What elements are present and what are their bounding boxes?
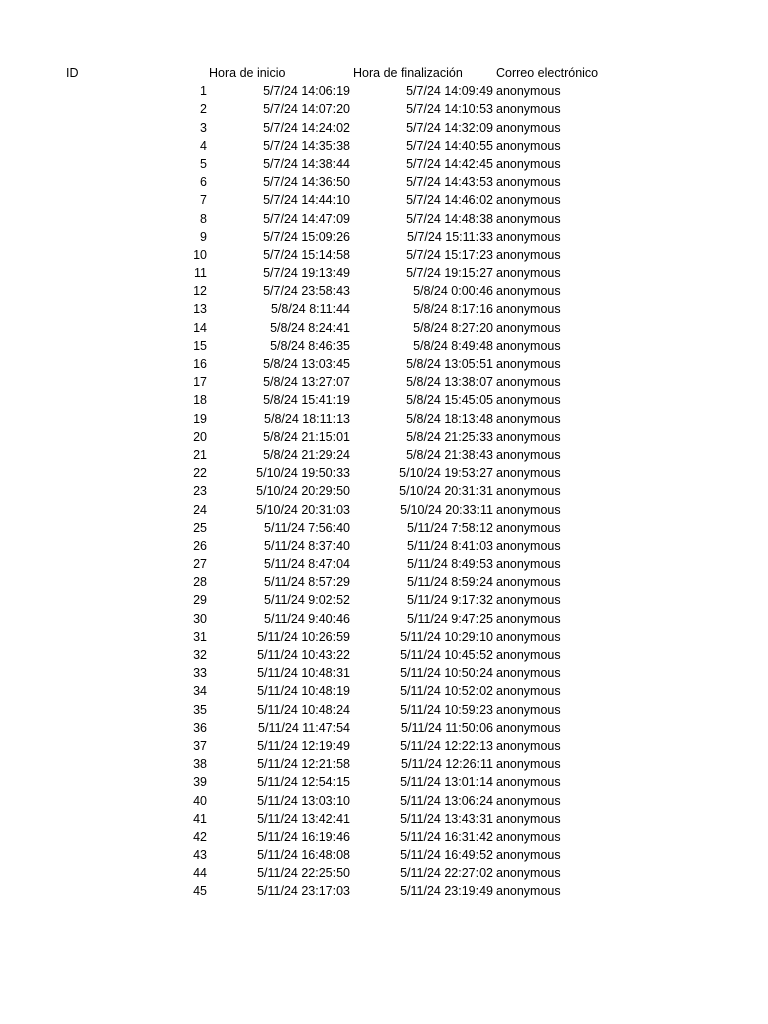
cell-end-time[interactable]: 5/11/24 22:27:02	[400, 866, 493, 881]
cell-email[interactable]: anonymous	[496, 848, 561, 863]
cell-email[interactable]: anonymous	[496, 447, 561, 462]
table-row	[0, 792, 768, 810]
spreadsheet-table	[0, 64, 768, 901]
table-row	[0, 446, 768, 464]
cell-email[interactable]: anonymous	[496, 557, 561, 572]
table-row	[0, 173, 768, 191]
table-row	[0, 319, 768, 337]
cell-end-time[interactable]: 5/10/24 20:31:31	[399, 484, 493, 499]
cell-email[interactable]: anonymous	[496, 520, 561, 535]
cell-end-time[interactable]: 5/11/24 8:59:24	[407, 575, 493, 590]
table-row	[0, 264, 768, 282]
cell-id[interactable]: 18	[193, 393, 207, 408]
cell-id[interactable]: 27	[193, 557, 207, 572]
cell-id[interactable]: 31	[193, 629, 207, 644]
cell-email[interactable]: anonymous	[496, 320, 561, 335]
cell-start-time[interactable]: 5/8/24 13:27:07	[263, 375, 350, 390]
cell-end-time[interactable]: 5/8/24 0:00:46	[413, 284, 493, 299]
cell-end-time[interactable]: 5/8/24 13:38:07	[406, 375, 493, 390]
cell-id[interactable]: 33	[193, 666, 207, 681]
cell-end-time[interactable]: 5/7/24 14:46:02	[406, 193, 493, 208]
cell-id[interactable]: 38	[193, 757, 207, 772]
table-row	[0, 210, 768, 228]
cell-end-time[interactable]: 5/11/24 16:49:52	[400, 848, 493, 863]
cell-start-time[interactable]: 5/7/24 14:38:44	[263, 156, 350, 171]
cell-start-time[interactable]: 5/11/24 10:48:24	[257, 702, 350, 717]
table-row	[0, 755, 768, 773]
cell-email[interactable]: anonymous	[496, 229, 561, 244]
cell-email[interactable]: anonymous	[496, 302, 561, 317]
table-body	[0, 82, 768, 900]
cell-email[interactable]: anonymous	[496, 648, 561, 662]
cell-email[interactable]: anonymous	[496, 247, 561, 262]
cell-id[interactable]: 19	[193, 411, 207, 426]
table-row	[0, 573, 768, 591]
table-row	[0, 464, 768, 482]
table-row	[0, 501, 768, 519]
table-row	[0, 282, 768, 300]
cell-email[interactable]: anonymous	[496, 120, 561, 135]
cell-start-time[interactable]: 5/8/24 18:11:13	[264, 411, 350, 426]
table-row	[0, 373, 768, 391]
cell-start-time[interactable]: 5/7/24 14:07:20	[263, 102, 350, 117]
cell-email[interactable]: anonymous	[496, 611, 561, 626]
table-row	[0, 555, 768, 573]
cell-start-time[interactable]: 5/11/24 16:19:46	[257, 829, 350, 844]
cell-start-time[interactable]: 5/7/24 19:13:49	[263, 266, 350, 281]
cell-end-time[interactable]: 5/8/24 15:45:05	[406, 393, 493, 408]
cell-start-time[interactable]: 5/11/24 16:48:08	[257, 848, 350, 863]
cell-id[interactable]: 39	[193, 775, 207, 790]
cell-end-time[interactable]: 5/11/24 13:43:31	[400, 811, 493, 826]
cell-id[interactable]: 24	[193, 502, 207, 517]
cell-id[interactable]: 13	[193, 302, 207, 317]
table-row	[0, 228, 768, 246]
cell-start-time[interactable]: 5/11/24 10:26:59	[257, 629, 350, 644]
cell-end-time[interactable]: 5/11/24 8:49:53	[407, 557, 493, 572]
table-row	[0, 773, 768, 791]
cell-end-time[interactable]: 5/7/24 15:11:33	[407, 229, 493, 244]
table-row	[0, 646, 768, 664]
cell-id[interactable]: 10	[193, 247, 207, 262]
cell-id[interactable]: 28	[193, 575, 207, 590]
cell-start-time[interactable]: 5/7/24 14:24:02	[263, 120, 350, 135]
cell-email[interactable]: anonymous	[496, 484, 561, 499]
table-row	[0, 337, 768, 355]
cell-id[interactable]: 4	[200, 138, 207, 153]
table-row	[0, 701, 768, 719]
cell-id[interactable]: 3	[200, 120, 207, 135]
table-row	[0, 682, 768, 700]
cell-start-time[interactable]: 5/11/24 22:25:50	[257, 866, 350, 881]
cell-start-time[interactable]: 5/11/24 9:02:52	[264, 593, 350, 608]
cell-start-time[interactable]: 5/11/24 12:54:15	[257, 775, 350, 790]
table-row	[0, 100, 768, 118]
cell-end-time[interactable]: 5/8/24 8:27:20	[413, 320, 493, 335]
table-row	[0, 610, 768, 628]
cell-email[interactable]: anonymous	[496, 811, 561, 826]
cell-start-time[interactable]: 5/8/24 21:29:24	[263, 447, 350, 462]
cell-start-time[interactable]: 5/8/24 8:24:41	[270, 320, 350, 335]
cell-end-time[interactable]: 5/11/24 12:22:13	[400, 738, 493, 753]
cell-email[interactable]: anonymous	[496, 193, 561, 208]
cell-id[interactable]: 22	[193, 466, 207, 481]
table-row	[0, 882, 768, 900]
cell-id[interactable]: 11	[194, 266, 207, 281]
cell-id[interactable]: 20	[193, 429, 207, 444]
cell-end-time[interactable]: 5/7/24 14:43:53	[406, 175, 493, 190]
table-row	[0, 537, 768, 555]
cell-email[interactable]: anonymous	[496, 538, 561, 553]
table-row	[0, 591, 768, 609]
cell-end-time[interactable]: 5/11/24 23:19:49	[400, 884, 493, 899]
cell-id[interactable]: 26	[193, 538, 207, 553]
cell-end-time[interactable]: 5/11/24 13:01:14	[400, 775, 493, 790]
cell-start-time[interactable]: 5/10/24 19:50:33	[256, 466, 350, 481]
cell-email[interactable]: anonymous	[496, 284, 561, 299]
cell-end-time[interactable]: 5/7/24 14:10:53	[406, 102, 493, 117]
cell-end-time[interactable]: 5/8/24 13:05:51	[406, 357, 493, 371]
cell-email[interactable]: anonymous	[496, 757, 561, 772]
cell-email[interactable]: anonymous	[496, 466, 561, 481]
cell-id[interactable]: 17	[193, 375, 207, 390]
cell-id[interactable]: 5	[200, 156, 207, 171]
cell-start-time[interactable]: 5/11/24 10:43:22	[257, 648, 350, 662]
cell-start-time[interactable]: 5/10/24 20:31:03	[256, 502, 350, 517]
cell-start-time[interactable]: 5/8/24 13:03:45	[263, 357, 350, 371]
table-row	[0, 119, 768, 137]
cell-start-time[interactable]: 5/10/24 20:29:50	[256, 484, 350, 499]
cell-email[interactable]: anonymous	[496, 684, 561, 699]
cell-end-time[interactable]: 5/7/24 19:15:27	[406, 266, 493, 281]
cell-email[interactable]: anonymous	[496, 666, 561, 681]
cell-end-time[interactable]: 5/11/24 10:45:52	[400, 648, 493, 662]
cell-id[interactable]: 21	[193, 447, 207, 462]
cell-end-time[interactable]: 5/11/24 8:41:03	[407, 538, 493, 553]
cell-end-time[interactable]: 5/7/24 14:09:49	[406, 84, 493, 99]
table-row	[0, 864, 768, 882]
table-row	[0, 719, 768, 737]
cell-end-time[interactable]: 5/11/24 10:29:10	[400, 629, 493, 644]
cell-id[interactable]: 1	[200, 84, 207, 99]
cell-email[interactable]: anonymous	[496, 593, 561, 608]
cell-id[interactable]: 2	[200, 102, 207, 117]
cell-id[interactable]: 16	[193, 357, 207, 371]
cell-id[interactable]: 43	[193, 848, 207, 863]
table-row	[0, 82, 768, 100]
cell-id[interactable]: 8	[200, 211, 207, 226]
cell-email[interactable]: anonymous	[496, 411, 561, 426]
cell-id[interactable]: 14	[193, 320, 207, 335]
cell-end-time[interactable]: 5/10/24 20:33:11	[400, 502, 493, 517]
cell-id[interactable]: 23	[193, 484, 207, 499]
cell-id[interactable]: 29	[193, 593, 207, 608]
table-row	[0, 391, 768, 409]
cell-id[interactable]: 7	[200, 193, 207, 208]
cell-start-time[interactable]: 5/7/24 23:58:43	[263, 284, 350, 299]
cell-end-time[interactable]: 5/11/24 9:47:25	[407, 611, 493, 626]
cell-end-time[interactable]: 5/11/24 13:06:24	[400, 793, 493, 808]
cell-id[interactable]: 6	[200, 175, 207, 190]
table-row	[0, 846, 768, 864]
cell-email[interactable]: anonymous	[496, 266, 561, 281]
cell-email[interactable]: anonymous	[496, 357, 561, 371]
cell-end-time[interactable]: 5/11/24 16:31:42	[400, 829, 493, 844]
table-row	[0, 828, 768, 846]
cell-end-time[interactable]: 5/8/24 21:38:43	[406, 447, 493, 462]
cell-end-time[interactable]: 5/8/24 8:49:48	[413, 338, 493, 353]
cell-email[interactable]: anonymous	[496, 502, 561, 517]
table-row	[0, 155, 768, 173]
cell-end-time[interactable]: 5/7/24 14:40:55	[406, 138, 493, 153]
cell-id[interactable]: 12	[193, 284, 207, 299]
table-row	[0, 628, 768, 646]
cell-end-time[interactable]: 5/11/24 7:58:12	[407, 520, 493, 535]
cell-id[interactable]: 37	[193, 738, 207, 753]
cell-end-time[interactable]: 5/7/24 14:32:09	[406, 120, 493, 135]
cell-end-time[interactable]: 5/11/24 10:50:24	[400, 666, 493, 681]
cell-email[interactable]: anonymous	[496, 793, 561, 808]
cell-end-time[interactable]: 5/10/24 19:53:27	[399, 466, 493, 481]
cell-email[interactable]: anonymous	[496, 738, 561, 753]
column-header-start-time[interactable]: Hora de inicio	[209, 66, 286, 80]
column-header-id[interactable]: ID	[66, 66, 79, 80]
cell-id[interactable]: 9	[200, 229, 207, 244]
cell-email[interactable]: anonymous	[496, 629, 561, 644]
cell-start-time[interactable]: 5/7/24 14:47:09	[263, 211, 350, 226]
cell-end-time[interactable]: 5/7/24 15:17:23	[406, 247, 493, 262]
cell-start-time[interactable]: 5/11/24 9:40:46	[264, 611, 350, 626]
column-header-end-time[interactable]: Hora de finalización	[353, 66, 463, 80]
table-row	[0, 482, 768, 500]
cell-end-time[interactable]: 5/11/24 11:50:06	[401, 720, 493, 735]
cell-id[interactable]: 25	[193, 520, 207, 535]
cell-start-time[interactable]: 5/11/24 10:48:31	[257, 666, 350, 681]
cell-start-time[interactable]: 5/11/24 11:47:54	[258, 720, 350, 735]
cell-start-time[interactable]: 5/11/24 23:17:03	[257, 884, 350, 899]
cell-email[interactable]: anonymous	[496, 866, 561, 881]
cell-start-time[interactable]: 5/11/24 12:21:58	[257, 757, 350, 772]
table-row	[0, 246, 768, 264]
cell-email[interactable]: anonymous	[496, 429, 561, 444]
table-row	[0, 137, 768, 155]
cell-email[interactable]: anonymous	[496, 211, 561, 226]
table-row	[0, 664, 768, 682]
cell-start-time[interactable]: 5/8/24 8:11:44	[270, 302, 350, 317]
table-header-row	[0, 64, 768, 82]
cell-end-time[interactable]: 5/11/24 10:59:23	[400, 702, 493, 717]
cell-start-time[interactable]: 5/8/24 8:46:35	[270, 338, 350, 353]
cell-end-time[interactable]: 5/8/24 8:17:16	[413, 302, 493, 317]
cell-id[interactable]: 15	[193, 338, 207, 353]
table-row	[0, 737, 768, 755]
cell-email[interactable]: anonymous	[496, 702, 561, 717]
cell-start-time[interactable]: 5/11/24 8:47:04	[264, 557, 350, 572]
cell-email[interactable]: anonymous	[496, 884, 561, 899]
cell-start-time[interactable]: 5/7/24 15:09:26	[263, 229, 350, 244]
cell-email[interactable]: anonymous	[496, 84, 561, 99]
cell-end-time[interactable]: 5/11/24 12:26:11	[401, 757, 493, 772]
cell-start-time[interactable]: 5/11/24 8:37:40	[264, 538, 350, 553]
table-row	[0, 810, 768, 828]
cell-start-time[interactable]: 5/7/24 14:35:38	[263, 138, 350, 153]
cell-start-time[interactable]: 5/7/24 14:44:10	[263, 193, 350, 208]
cell-id[interactable]: 35	[193, 702, 207, 717]
cell-email[interactable]: anonymous	[496, 575, 561, 590]
cell-email[interactable]: anonymous	[496, 775, 561, 790]
cell-end-time[interactable]: 5/7/24 14:42:45	[406, 156, 493, 171]
cell-start-time[interactable]: 5/11/24 12:19:49	[257, 738, 350, 753]
cell-start-time[interactable]: 5/11/24 7:56:40	[264, 520, 350, 535]
table-row	[0, 410, 768, 428]
cell-end-time[interactable]: 5/7/24 14:48:38	[406, 211, 493, 226]
cell-end-time[interactable]: 5/8/24 18:13:48	[406, 411, 493, 426]
cell-start-time[interactable]: 5/8/24 21:15:01	[263, 429, 350, 444]
cell-start-time[interactable]: 5/7/24 15:14:58	[263, 247, 350, 262]
cell-id[interactable]: 30	[193, 611, 207, 626]
cell-id[interactable]: 41	[193, 811, 207, 826]
cell-email[interactable]: anonymous	[496, 720, 561, 735]
cell-id[interactable]: 40	[193, 793, 207, 808]
cell-id[interactable]: 34	[193, 684, 207, 699]
cell-email[interactable]: anonymous	[496, 338, 561, 353]
cell-id[interactable]: 44	[193, 866, 207, 881]
cell-email[interactable]: anonymous	[496, 829, 561, 844]
table-row	[0, 355, 768, 373]
table-row	[0, 191, 768, 209]
cell-start-time[interactable]: 5/11/24 10:48:19	[257, 684, 350, 699]
cell-start-time[interactable]: 5/11/24 8:57:29	[264, 575, 350, 590]
cell-email[interactable]: anonymous	[496, 175, 561, 190]
cell-id[interactable]: 32	[193, 648, 207, 662]
table-row	[0, 428, 768, 446]
column-header-email[interactable]: Correo electrónico	[496, 66, 599, 80]
cell-start-time[interactable]: 5/8/24 15:41:19	[263, 393, 350, 408]
cell-email[interactable]: anonymous	[496, 102, 561, 117]
cell-id[interactable]: 45	[193, 884, 207, 899]
cell-email[interactable]: anonymous	[496, 138, 561, 153]
table-row	[0, 519, 768, 537]
cell-end-time[interactable]: 5/11/24 10:52:02	[400, 684, 493, 699]
cell-id[interactable]: 36	[193, 720, 207, 735]
cell-end-time[interactable]: 5/8/24 21:25:33	[406, 429, 493, 444]
cell-email[interactable]: anonymous	[496, 156, 561, 171]
cell-email[interactable]: anonymous	[496, 375, 561, 390]
cell-id[interactable]: 42	[193, 829, 207, 844]
table-row	[0, 300, 768, 318]
cell-start-time[interactable]: 5/11/24 13:03:10	[257, 793, 350, 808]
cell-start-time[interactable]: 5/7/24 14:06:19	[263, 84, 350, 99]
cell-email[interactable]: anonymous	[496, 393, 561, 408]
cell-start-time[interactable]: 5/11/24 13:42:41	[257, 811, 350, 826]
cell-start-time[interactable]: 5/7/24 14:36:50	[263, 175, 350, 190]
cell-end-time[interactable]: 5/11/24 9:17:32	[407, 593, 493, 608]
